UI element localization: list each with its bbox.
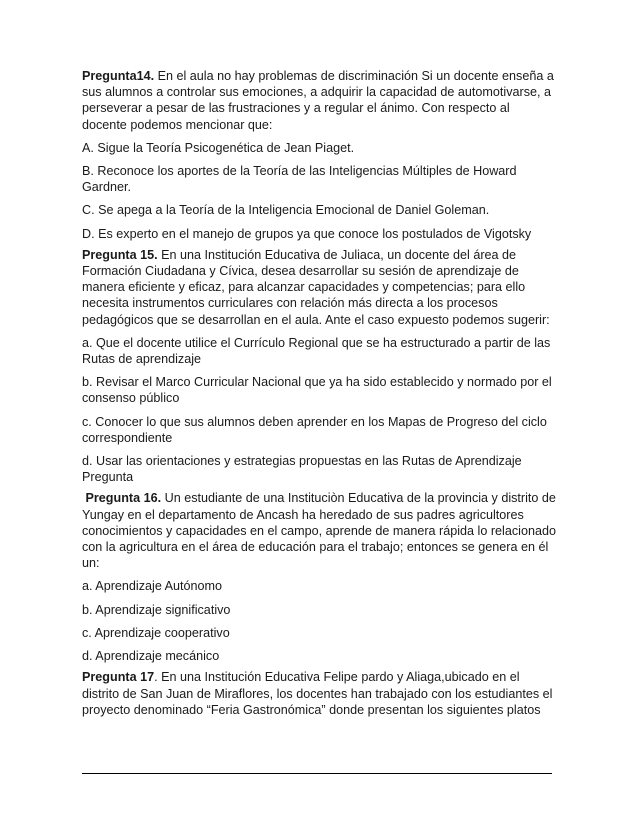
question-17-text: . En una Institución Educativa Felipe pardo y Aliaga,ubicado en el distrito de San Juan de Miraflores, los docentes han trabajado con los estudiantes el proyecto denominado “Feria Gastronómica” donde presentan los siguientes platos bbox=[82, 670, 553, 717]
question-14-stem bbox=[82, 68, 558, 133]
question-15-stem bbox=[82, 247, 558, 328]
question-15-option-d bbox=[82, 453, 558, 485]
question-15-text: En una Institución Educativa de Juliaca, un docente del área de Formación Ciudadana y Cívica, desea desarrollar su sesión de aprendizaje de manera eficiente y eficaz, para alcanzar capacidades y competencias; para ello necesita instrumentos curriculares con relación más directa a los procesos pedagógicos que se desarrollan en el aula. Ante el caso expuesto podemos sugerir: bbox=[82, 247, 550, 327]
question-15-option-c: c. Conocer lo que sus alumnos deben aprender en los Mapas de Progreso del ciclo correspondiente bbox=[82, 414, 547, 445]
question-14-option-d: D. Es experto en el manejo de grupos ya que conoce los postulados de Vigotsky bbox=[82, 226, 532, 241]
question-16-option-a: a. Aprendizaje Autónomo bbox=[82, 579, 223, 594]
question-14-option-b: B. Reconoce los aportes de la Teoría de las Inteligencias Múltiples de Howard Gardner. bbox=[82, 164, 517, 195]
question-16-option-d: d. Aprendizaje mecánico bbox=[82, 649, 220, 664]
footer-divider bbox=[82, 773, 552, 774]
question-15-label: Pregunta 15. bbox=[82, 247, 158, 262]
question-14-option-c: C. Se apega a la Teoría de la Inteligencia Emocional de Daniel Goleman. bbox=[82, 203, 490, 218]
question-15-trailing: Pregunta bbox=[82, 470, 134, 485]
question-17-label: Pregunta 17 bbox=[82, 670, 155, 685]
document-page bbox=[82, 68, 558, 725]
question-16-option-b: b. Aprendizaje significativo bbox=[82, 602, 231, 617]
question-16-label: Pregunta 16. bbox=[85, 491, 162, 506]
question-14-text: En el aula no hay problemas de discriminación Si un docente enseña a sus alumnos a controlar sus emociones, a adquirir la capacidad de automotivarse, a perseverar a pesar de las frustraciones y a regular el ánimo. Con respecto al docente podemos mencionar que: bbox=[82, 69, 554, 132]
question-14-label: Pregunta14. bbox=[82, 69, 155, 83]
question-16-option-c: c. Aprendizaje cooperativo bbox=[82, 625, 230, 640]
question-15-option-d-text: d. Usar las orientaciones y estrategias propuestas en las Rutas de Aprendizaje bbox=[82, 454, 522, 469]
question-16-text: Un estudiante de una Instituciòn Educativa de la provincia y distrito de Yungay en el departamento de Ancash ha heredado de sus padres agricultores conocimientos y capacidades en el campo, aprende de manera rápida lo relacionado con la agricultura en el área de educación para el trabajo; entonces se genera en él un: bbox=[82, 491, 556, 571]
question-15-option-a: a. Que el docente utilice el Currículo Regional que se ha estructurado a partir de las Rutas de aprendizaje bbox=[82, 335, 551, 367]
question-17-stem bbox=[82, 669, 558, 718]
question-16-stem bbox=[82, 490, 558, 571]
question-15-option-b: b. Revisar el Marco Curricular Nacional que ya ha sido establecido y normado por el consenso público bbox=[82, 375, 552, 406]
question-14-option-a: A. Sigue la Teoría Psicogenética de Jean Piaget. bbox=[82, 140, 355, 155]
